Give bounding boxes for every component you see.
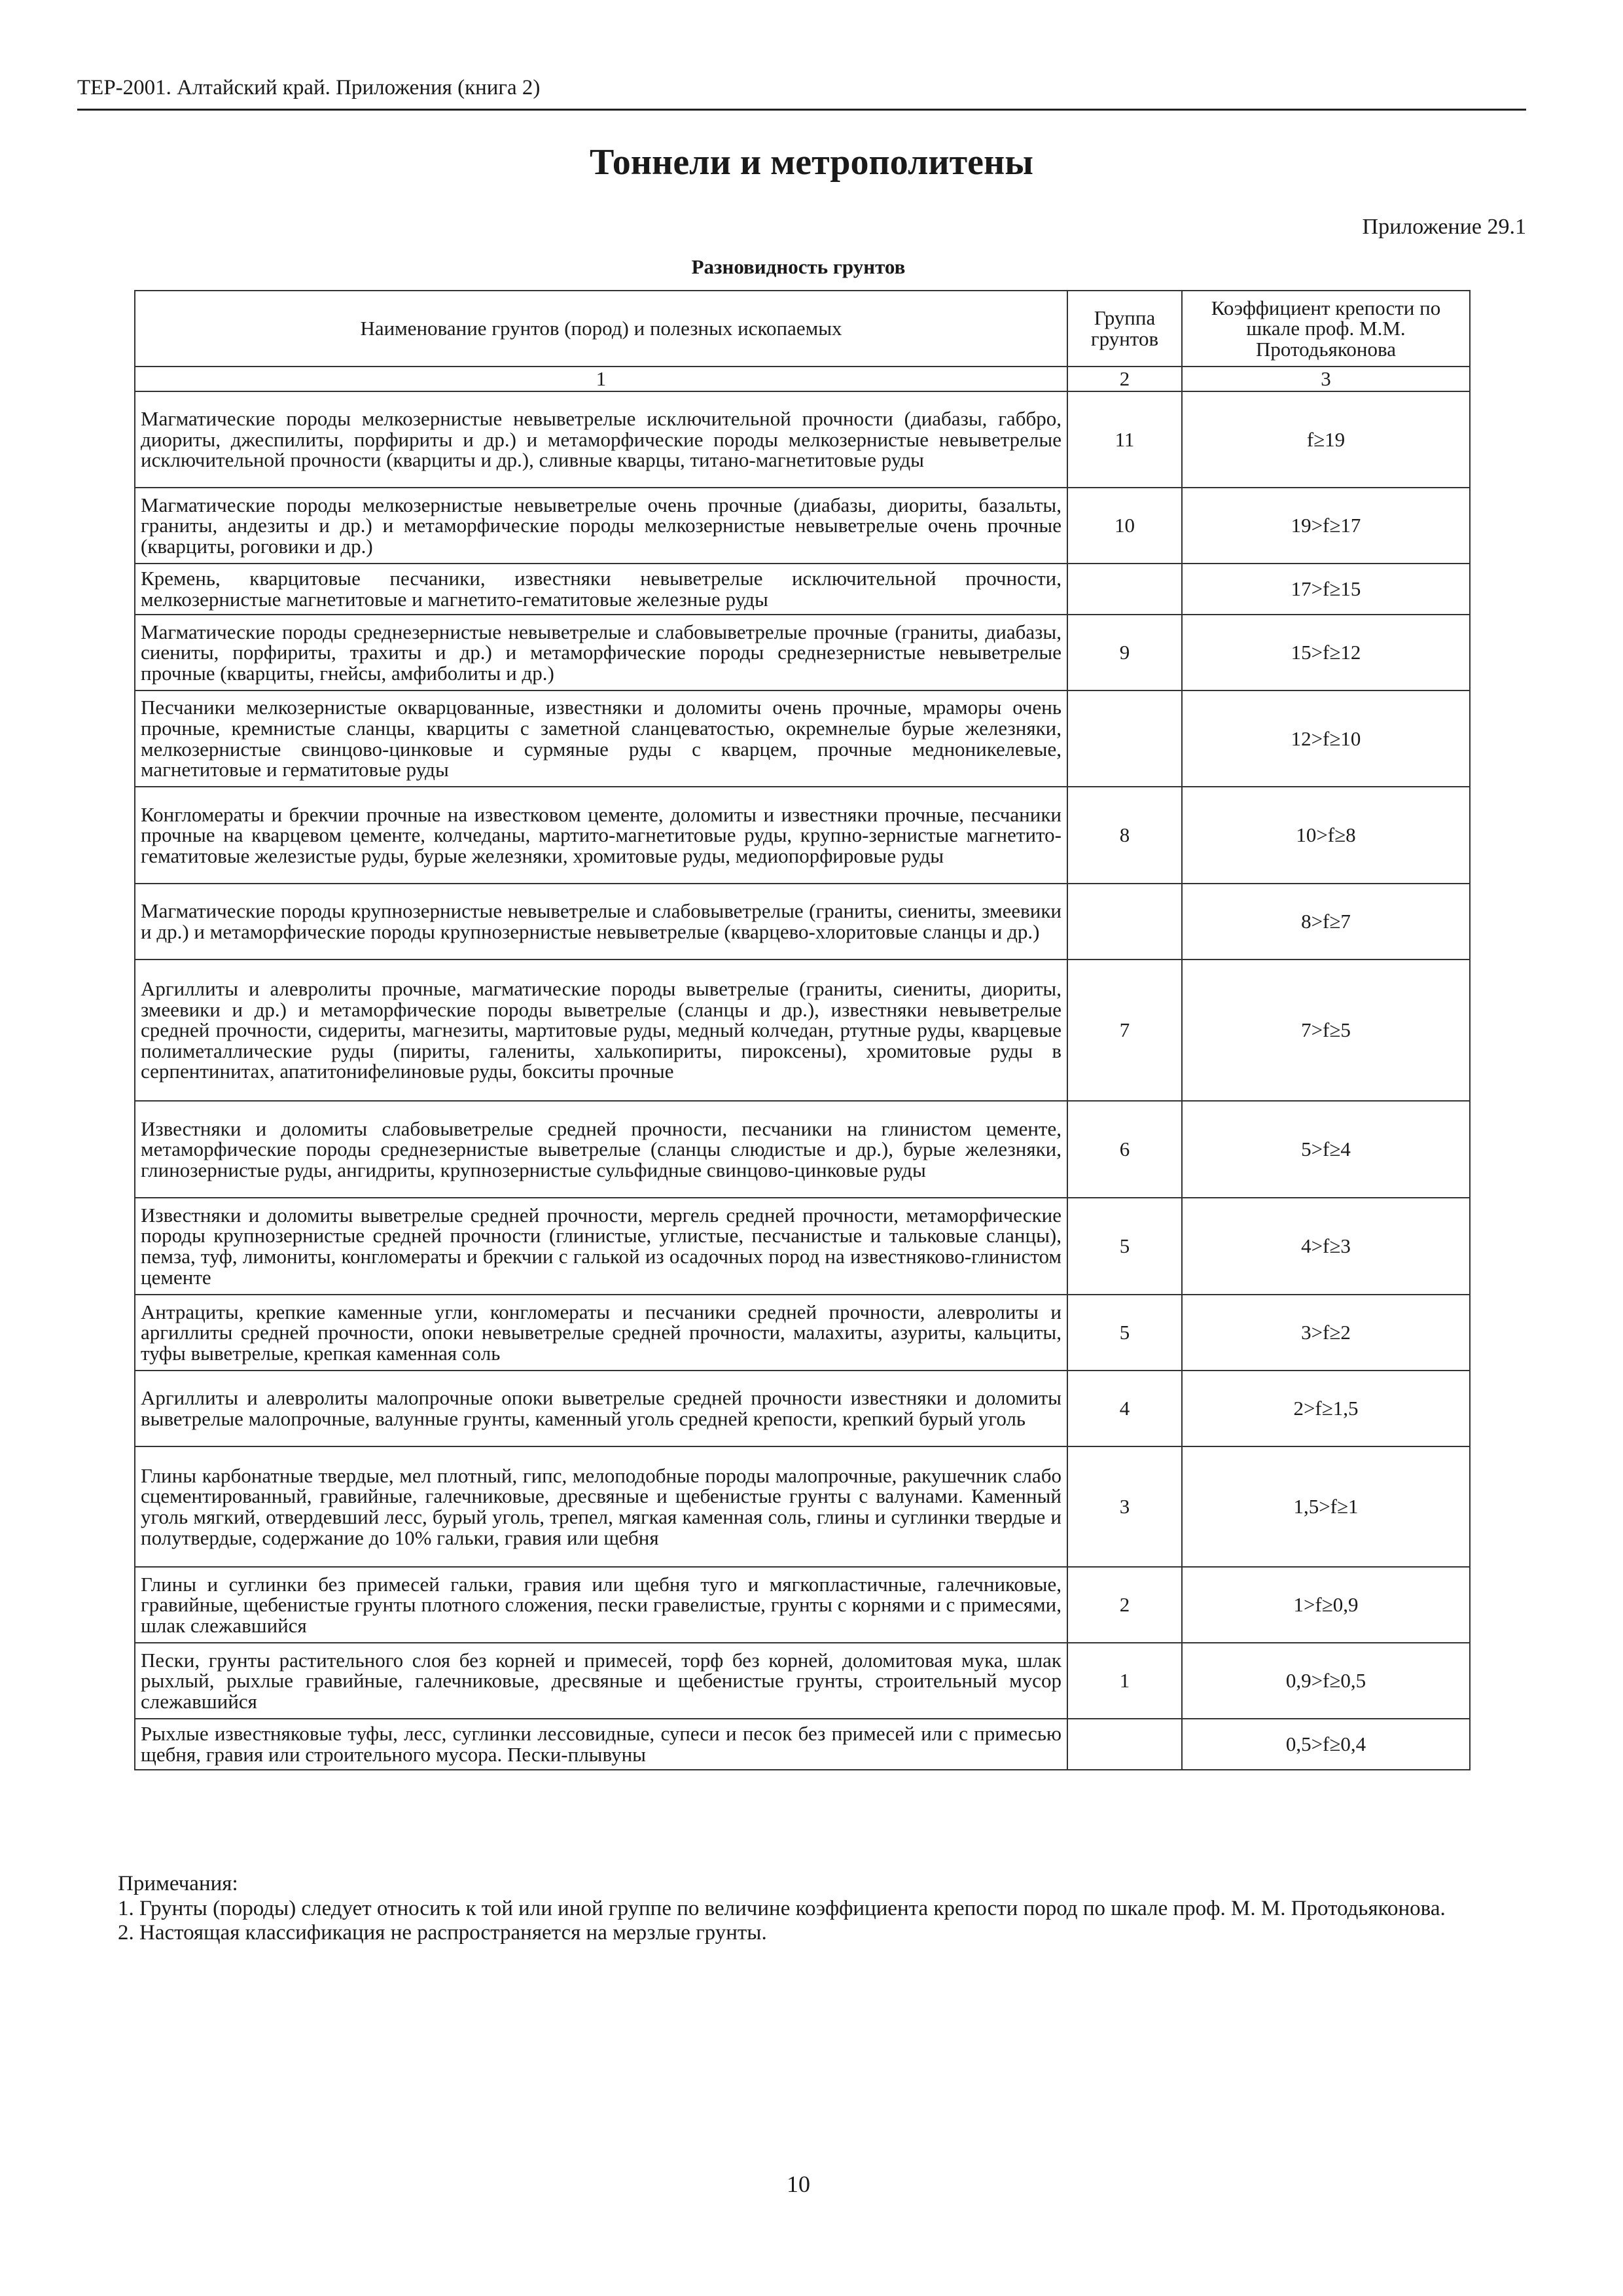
soil-group: 11 [1067,391,1182,488]
soil-group: 1 [1067,1643,1182,1719]
page-number: 10 [787,2171,810,2197]
strength-coefficient: 5>f≥4 [1182,1101,1470,1198]
notes-section [77,1872,1526,1946]
soil-description: Аргиллиты и алевролиты прочные, магматические породы выветрелые (граниты, сиениты, диориты, змеевики и др.) и метаморфические породы выветрелые (сланцы и др.), известняки невыветрелые средней прочности, сидериты, магнезиты, мартитовые руды, медный колчедан, ртутные руды, кварцевые полиметаллические руды (пириты, галениты, халькопириты, пироксены), хромитовые руды в серпентинитах, апатитонифелиновые руды, бокситы прочные [135,960,1067,1101]
table-row [135,1567,1470,1643]
strength-coefficient: 8>f≥7 [1182,884,1470,960]
running-header [77,73,1526,111]
strength-coefficient: 17>f≥15 [1182,564,1470,615]
table-row [135,1446,1470,1567]
header-group: Группа грунтов [1067,291,1182,367]
page-title: Тоннели и метрополитены [589,142,1034,183]
strength-coefficient: 1>f≥0,9 [1182,1567,1470,1643]
soil-description: Кремень, кварцитовые песчаники, известняки невыветрелые исключительной прочности, мелкозернистые магнетитовые и магнетито-гематитовые железные руды [135,564,1067,615]
soil-description: Глины карбонатные твердые, мел плотный, гипс, мелоподобные породы малопрочные, ракушечник слабо сцементированный, гравийные, галечниковые, дресвяные и щебенистые грунты с валунами. Каменный уголь мягкий, отвердевший лесс, бурый уголь, трепел, мягкая каменная соль, глины и суглинки твердые и полутвердые, содержание до 10% гальки, гравия или щебня [135,1446,1067,1567]
table-row [135,960,1470,1101]
soil-group [1067,564,1182,615]
soil-types-table [134,290,1471,1770]
table-row [135,391,1470,488]
soil-group: 3 [1067,1446,1182,1567]
soil-group [1067,691,1182,787]
strength-coefficient: f≥19 [1182,391,1470,488]
soil-description: Рыхлые известняковые туфы, лесс, суглинки лессовидные, супеси и песок без примесей или с примесью щебня, гравия или строительного мусора. Пески-плывуны [135,1719,1067,1770]
appendix-reference: Приложение 29.1 [1362,215,1526,239]
strength-coefficient: 15>f≥12 [1182,615,1470,691]
soil-group [1067,1719,1182,1770]
soil-group: 5 [1067,1295,1182,1371]
soil-group: 8 [1067,787,1182,884]
soil-description: Магматические породы мелкозернистые невыветрелые исключительной прочности (диабазы, габбро, диориты, джеспилиты, порфириты и др.) и метаморфические породы мелкозернистые невыветрелые исключительной прочности (кварциты и др.), сливные кварцы, титано-магнетитовые руды [135,391,1067,488]
soil-group: 5 [1067,1198,1182,1295]
soil-group: 2 [1067,1567,1182,1643]
running-title: ТЕР-2001. Алтайский край. Приложения (книга 2) [77,76,541,99]
table-row [135,884,1470,960]
table-row [135,488,1470,564]
soil-description: Пески, грунты растительного слоя без корней и примесей, торф без корней, доломитовая мука, шлак рыхлый, рыхлые гравийные, галечниковые, дресвяные и щебенистые грунты, строительный мусор слежавшийся [135,1643,1067,1719]
soil-group [1067,884,1182,960]
soil-description: Магматические породы мелкозернистые невыветрелые очень прочные (диабазы, диориты, базальты, граниты, андезиты и др.) и метаморфические породы мелкозернистые невыветрелые очень прочные (кварциты, роговики и др.) [135,488,1067,564]
table-row [135,615,1470,691]
table-row [135,787,1470,884]
table-row [135,1643,1470,1719]
soil-description: Глины и суглинки без примесей гальки, гравия или щебня туго и мягкопластичные, галечниковые, гравийные, щебенистые грунты плотного сложения, пески гравелистые, грунты с корнями и с примесями, шлак слежавшийся [135,1567,1067,1643]
table-row [135,1198,1470,1295]
strength-coefficient: 2>f≥1,5 [1182,1371,1470,1446]
strength-coefficient: 0,5>f≥0,4 [1182,1719,1470,1770]
table-row [135,691,1470,787]
soil-description: Известняки и доломиты слабовыветрелые средней прочности, песчаники на глинистом цементе, метаморфические породы среднезернистые выветрелые (сланцы слюдистые и др.), бурые железняки, глинозернистые руды, ангидриты, крупнозернистые сульфидные свинцово-цинковые руды [135,1101,1067,1198]
strength-coefficient: 0,9>f≥0,5 [1182,1643,1470,1719]
table-row [135,1719,1470,1770]
soil-description: Антрациты, крепкие каменные угли, конгломераты и песчаники средней прочности, алевролиты и аргиллиты средней прочности, опоки невыветрелые средней прочности, малахиты, азуриты, кальциты, туфы выветрелые, крепкая каменная соль [135,1295,1067,1371]
soil-description: Известняки и доломиты выветрелые средней прочности, мергель средней прочности, метаморфические породы крупнозернистые средней прочности (глинистые, углистые, песчанистые и тальковые сланцы), пемза, туф, лимониты, конгломераты и брекчии с галькой из осадочных пород на известняково-глинистом цементе [135,1198,1067,1295]
column-number: 3 [1182,367,1470,391]
table-header-row [135,291,1470,367]
soil-group: 6 [1067,1101,1182,1198]
table-row [135,1295,1470,1371]
soil-description: Песчаники мелкозернистые окварцованные, известняки и доломиты очень прочные, мраморы очень прочные, кремнистые сланцы, кварциты с заметной сланцеватостью, окремнелые бурые железняки, мелкозернистые свинцово-цинковые и сурмяные руды с кварцем, прочные медноникелевые, магнетитовые и герматитовые руды [135,691,1067,787]
table-caption: Разновидность грунтов [691,255,906,278]
header-coefficient: Коэффициент крепости по шкале проф. М.М. Протодьяконова [1182,291,1470,367]
note-item: 2. Настоящая классификация не распространяется на мерзлые грунты. [118,1921,767,1945]
soil-group: 7 [1067,960,1182,1101]
soil-group: 10 [1067,488,1182,564]
table-row [135,564,1470,615]
column-number: 2 [1067,367,1182,391]
strength-coefficient: 4>f≥3 [1182,1198,1470,1295]
soil-description: Магматические породы крупнозернистые невыветрелые и слабовыветрелые (граниты, сиениты, змеевики и др.) и метаморфические породы крупнозернистые невыветрелые (кварцево-хлоритовые сланцы и др.) [135,884,1067,960]
table-row [135,1371,1470,1446]
header-name: Наименование грунтов (пород) и полезных ископаемых [135,291,1067,367]
strength-coefficient: 12>f≥10 [1182,691,1470,787]
column-number: 1 [135,367,1067,391]
soil-group: 9 [1067,615,1182,691]
soil-description: Аргиллиты и алевролиты малопрочные опоки выветрелые средней прочности известняки и доломиты выветрелые малопрочные, валунные грунты, каменный уголь средней крепости, крепкий бурый уголь [135,1371,1067,1446]
strength-coefficient: 1,5>f≥1 [1182,1446,1470,1567]
note-item: 1. Грунты (породы) следует относить к той или иной группе по величине коэффициента крепости пород по шкале проф. М. М. Протодьяконова. [118,1896,1446,1920]
column-number-row [135,367,1470,391]
soil-group: 4 [1067,1371,1182,1446]
strength-coefficient: 7>f≥5 [1182,960,1470,1101]
strength-coefficient: 3>f≥2 [1182,1295,1470,1371]
soil-description: Конгломераты и брекчии прочные на известковом цементе, доломиты и известняки прочные, песчаники прочные на кварцевом цементе, колчеданы, мартито-магнетитовые руды, крупно-зернистые магнетито-гематитовые железистые руды, бурые железняки, хромитовые руды, медиопорфировые руды [135,787,1067,884]
strength-coefficient: 19>f≥17 [1182,488,1470,564]
strength-coefficient: 10>f≥8 [1182,787,1470,884]
soil-description: Магматические породы среднезернистые невыветрелые и слабовыветрелые прочные (граниты, диабазы, сиениты, порфириты, трахиты и др.) и метаморфические породы среднезернистые невыветрелые прочные (кварциты, гнейсы, амфиболиты и др.) [135,615,1067,691]
notes-title: Примечания: [118,1872,238,1895]
table-row [135,1101,1470,1198]
